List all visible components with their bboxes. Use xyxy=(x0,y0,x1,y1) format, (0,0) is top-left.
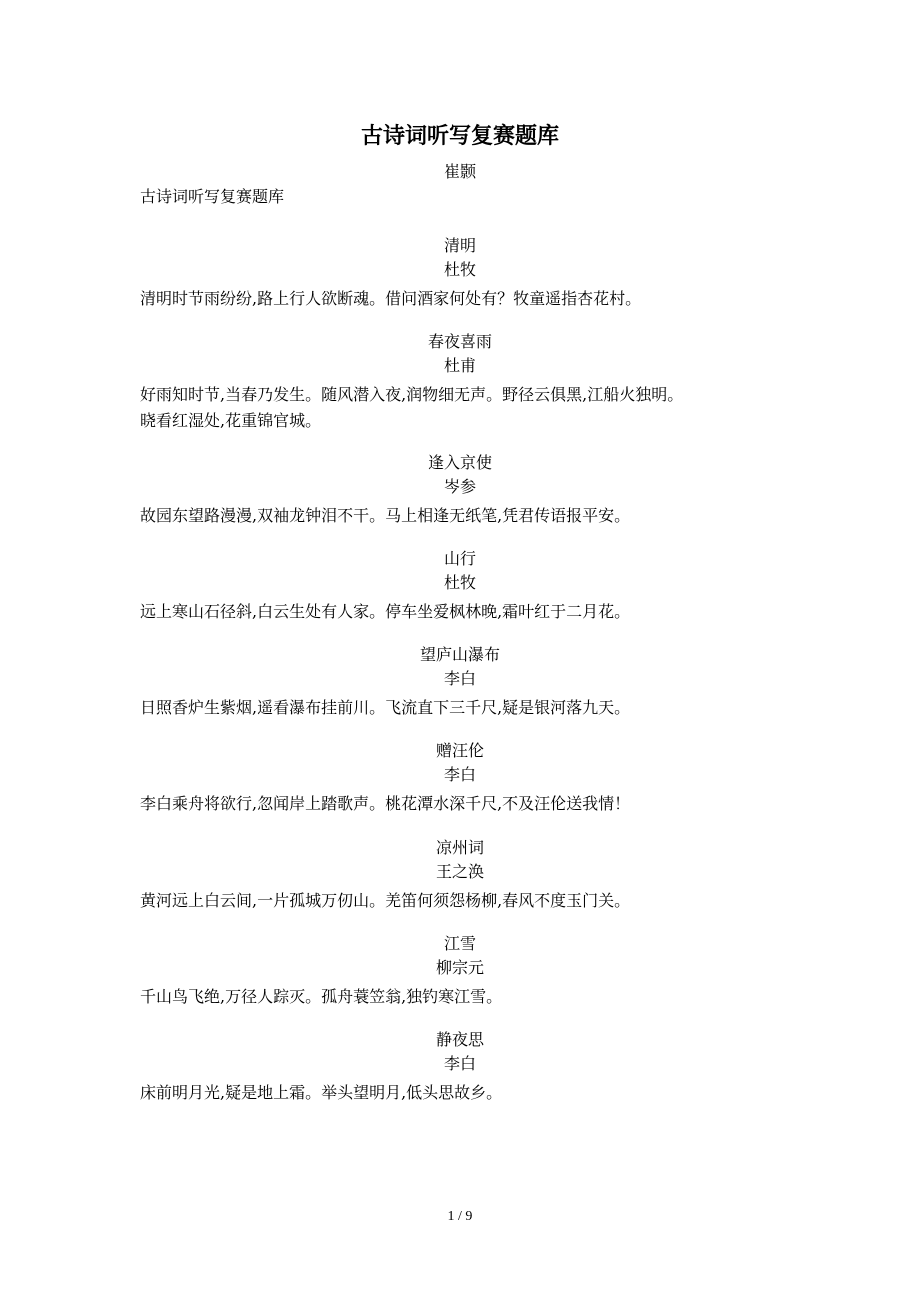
poem-line: 千山鸟飞绝,万径人踪灭。孤舟蓑笠翁,独钓寒江雪。 xyxy=(140,987,503,1006)
poem-line: 远上寒山石径斜,白云生处有人家。停车坐爱枫林晚,霜叶红于二月花。 xyxy=(140,602,631,621)
poem-line: 好雨知时节,当春乃发生。随风潜入夜,润物细无声。野径云俱黑,江船火独明。 xyxy=(140,385,684,404)
poem-body xyxy=(140,382,780,434)
page-title: 古诗词听写复赛题库 xyxy=(360,123,559,149)
poem-author: 柳宗元 xyxy=(435,958,484,977)
poem-author: 李白 xyxy=(443,765,476,784)
poem-body xyxy=(140,503,780,529)
poem-author: 王之涣 xyxy=(435,862,484,881)
page-number: 1 / 9 xyxy=(447,1209,473,1224)
poem-line: 晓看红湿处,花重锦官城。 xyxy=(140,411,322,430)
poem-author: 李白 xyxy=(443,669,476,688)
poem-body xyxy=(140,1080,780,1106)
poem-title: 望庐山瀑布 xyxy=(419,645,500,664)
poem-author: 杜甫 xyxy=(443,356,476,375)
poem-line: 李白乘舟将欲行,忽闻岸上踏歌声。桃花潭水深千尺,不及汪伦送我情！ xyxy=(140,794,631,813)
poem-author: 李白 xyxy=(443,1054,476,1073)
poem-author: 岑参 xyxy=(443,477,476,496)
poem-title: 山行 xyxy=(443,549,476,568)
poem-line: 故园东望路漫漫,双袖龙钟泪不干。马上相逢无纸笔,凭君传语报平安。 xyxy=(140,506,631,525)
document-subtitle: 古诗词听写复赛题库 xyxy=(140,187,285,206)
poem-body xyxy=(140,888,780,914)
poem-body xyxy=(140,791,780,817)
poem-title: 静夜思 xyxy=(435,1030,484,1049)
poem-title: 清明 xyxy=(443,236,476,255)
poem-body xyxy=(140,286,780,312)
page-author: 崔颢 xyxy=(443,162,476,181)
poem-title: 春夜喜雨 xyxy=(427,332,492,351)
poem-title: 江雪 xyxy=(443,934,476,953)
poem-line: 床前明月光,疑是地上霜。举头望明月,低头思故乡。 xyxy=(140,1083,503,1102)
poem-line: 清明时节雨纷纷,路上行人欲断魂。借问酒家何处有？牧童遥指杏花村。 xyxy=(140,289,642,308)
poem-title: 凉州词 xyxy=(435,838,484,857)
poem-body xyxy=(140,984,780,1010)
poem-title: 逢入京使 xyxy=(427,453,492,472)
poem-line: 日照香炉生紫烟,遥看瀑布挂前川。飞流直下三千尺,疑是银河落九天。 xyxy=(140,698,631,717)
poem-line: 黄河远上白云间,一片孤城万仞山。羌笛何须怨杨柳,春风不度玉门关。 xyxy=(140,891,631,910)
poem-body xyxy=(140,695,780,721)
poem-author: 杜牧 xyxy=(443,260,476,279)
poem-body xyxy=(140,599,780,625)
poem-author: 杜牧 xyxy=(443,573,476,592)
poem-title: 赠汪伦 xyxy=(435,741,484,760)
